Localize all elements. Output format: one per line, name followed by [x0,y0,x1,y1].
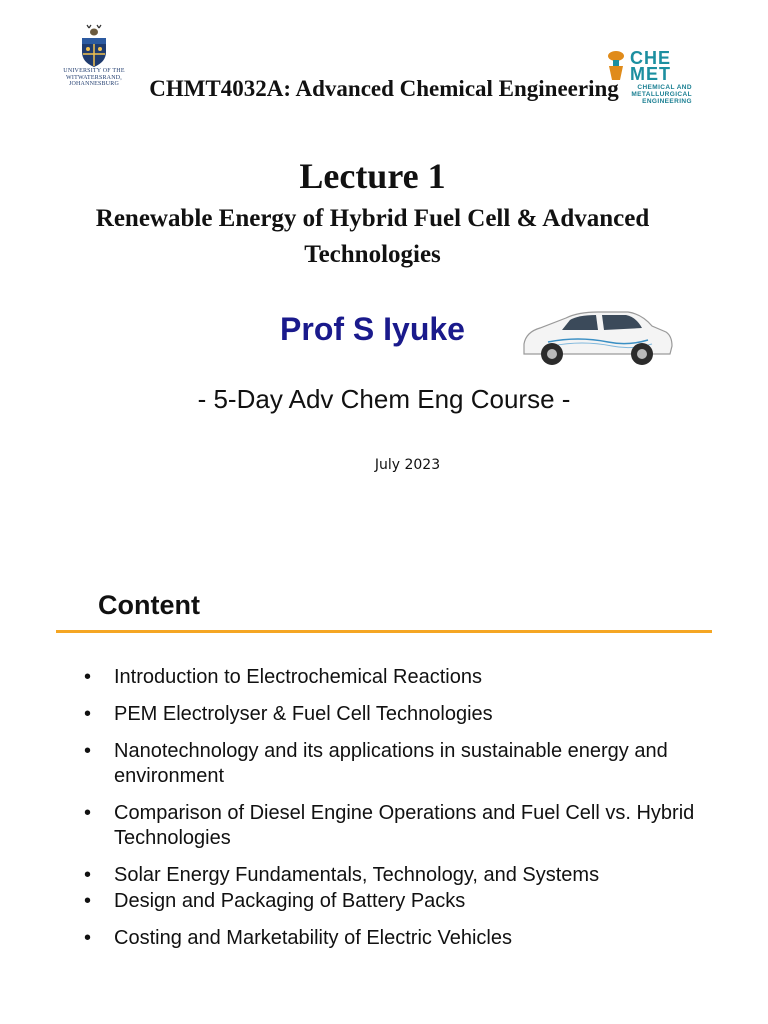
bullet-icon: • [84,927,92,949]
list-item [84,665,704,690]
list-item-text: Design and Packaging of Battery Packs [114,890,466,912]
bullet-icon: • [84,703,92,725]
lecture-date: July 2023 [374,457,441,473]
university-logo-line-3: JOHANNESBURG [68,81,120,87]
chemet-logo-sub-2: METALLURGICAL [631,91,692,98]
university-crest-icon [79,24,109,68]
fuel-cell-car-image [518,296,676,380]
bullet-icon: • [84,802,92,824]
list-item-text: Nanotechnology and its applications in sustainable energy and environment [114,740,668,787]
bullet-icon: • [84,864,92,886]
chemet-logo-line-2: MET [630,64,671,84]
lecture-title: Lecture 1 [299,156,446,196]
content-list [84,665,704,951]
list-item [84,702,704,727]
bullet-icon: • [84,740,92,762]
list-item-text: Introduction to Electrochemical Reactions [114,666,482,688]
chemet-logo-sub-3: ENGINEERING [642,98,692,105]
list-item [84,801,704,851]
list-item-text: PEM Electrolyser & Fuel Cell Technologies [114,703,493,725]
list-item-text: Costing and Marketability of Electric Vehicles [114,927,512,949]
list-item-text: Solar Energy Fundamentals, Technology, and Systems [114,864,600,886]
bullet-icon: • [84,890,92,912]
university-logo-line-2: WITWATERSRAND, [66,74,122,81]
list-item [84,863,704,888]
list-item [84,889,704,914]
course-tagline: - 5-Day Adv Chem Eng Course - [197,384,571,414]
bullet-icon: • [84,666,92,688]
presenter-name: Prof S Iyuke [280,311,465,347]
list-item-text: Comparison of Diesel Engine Operations and Fuel Cell vs. Hybrid Technologies [114,802,695,849]
heading-divider [56,630,712,633]
content-heading: Content [98,590,200,620]
chemet-logo-sub-1: CHEMICAL AND [637,84,692,91]
lecture-subtitle: Renewable Energy of Hybrid Fuel Cell & Advanced Technologies [95,205,650,268]
list-item [84,739,704,789]
university-logo-line-1: UNIVERSITY OF THE [63,68,125,74]
chemet-logo-line-1: CHE [630,48,672,68]
list-item [84,926,704,951]
course-code: CHMT4032A: Advanced Chemical Engineering [149,76,619,101]
